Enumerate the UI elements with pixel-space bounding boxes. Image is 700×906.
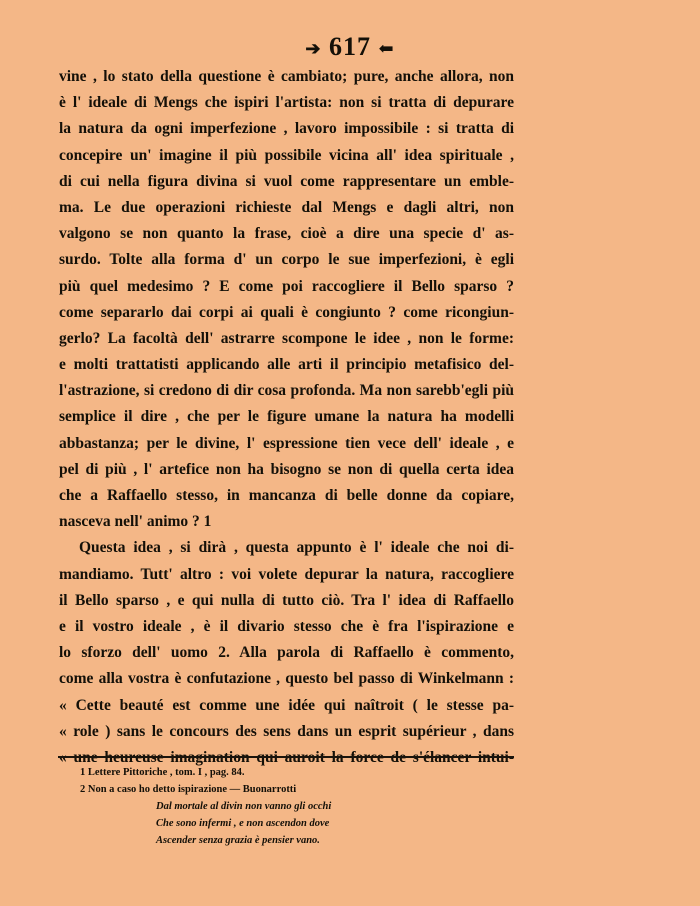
main-text <box>59 64 514 771</box>
text-line: nasceva nell' animo ? 1 <box>59 513 212 531</box>
footnote-2: 2 Non a caso ho detto ispirazione — Buonarrotti <box>80 784 297 795</box>
right-ornament-icon: ⬅ <box>378 38 395 59</box>
footnote-1: 1 Lettere Pittoriche , tom. I , pag. 84. <box>80 767 245 778</box>
footnotes <box>80 764 500 849</box>
text-line: lo sforzo dell' uomo 2. Alla parola di Raffaello è commento, <box>59 644 514 662</box>
text-line: la natura da ogni imperfezione , lavoro impossibile : si tratta di <box>59 120 514 138</box>
text-line: l'astrazione, si credono di dir cosa profonda. Ma non sarebb'egli più <box>59 382 514 400</box>
text-line: Questa idea , si dirà , questa appunto è l' ideale che noi di- <box>79 539 514 557</box>
text-line: è l' ideale di Mengs che ispiri l'artista: non si tratta di depurare <box>59 94 514 112</box>
text-line: concepire un' imagine il più possibile vicina all' idea spirituale , <box>59 146 514 164</box>
text-line: di cui nella figura divina si vuol come rappresentare un emble- <box>59 172 514 190</box>
text-line: e molti trattatisti applicando alle arti il principio metafisico del- <box>59 356 514 374</box>
footnote-divider <box>58 756 514 758</box>
text-line: vine , lo stato della questione è cambiato; pure, anche allora, non <box>59 68 514 85</box>
text-line: semplice il dire , che per le figure umane la natura ha modelli <box>59 408 514 426</box>
text-line: come separarlo dai corpi ai quali è congiunto ? come ricongiun- <box>59 303 514 321</box>
text-line: gerlo? La facoltà dell' astrarre scompone le idee , non le forme: <box>59 329 514 347</box>
text-line: il Bello sparso , e qui nulla di tutto ciò. Tra l' idea di Raffaello <box>59 591 514 609</box>
left-ornament-icon: ➔ <box>305 38 322 59</box>
text-line: e il vostro ideale , è il divario stesso che è fra l'ispirazione e <box>59 617 514 635</box>
text-line: valgono se non quanto la frase, cioè a dire una specie d' as- <box>59 225 514 243</box>
text-line: come alla vostra è confutazione , questo bel passo di Winkelmann : <box>59 670 514 688</box>
text-line: mandiamo. Tutt' altro : voi volete depurar la natura, raccogliere <box>59 565 514 583</box>
text-line: surdo. Tolte alla forma d' un corpo le sue imperfezioni, è egli <box>59 251 514 269</box>
text-line: che a Raffaello stesso, in mancanza di belle donne da copiare, <box>59 487 514 504</box>
page-number: 617 <box>329 32 371 61</box>
text-line: « role ) sans le concours des sens dans un esprit supérieur , dans <box>59 722 514 740</box>
verse-line: Dal mortale al divin non vanno gli occhi <box>156 801 332 812</box>
verse-line: Che sono infermi , e non ascendon dove <box>156 818 330 829</box>
text-line: abbastanza; per le divine, l' espressione tien vece dell' ideale , e <box>59 434 514 452</box>
text-line: più quel medesimo ? E come poi raccogliere il Bello sparso ? <box>59 277 514 295</box>
text-line: ma. Le due operazioni richieste dal Mengs e dagli altri, non <box>59 198 514 216</box>
text-line: pel di più , l' artefice non ha bisogno se non di quella certa idea <box>59 460 514 478</box>
text-line: « Cette beauté est comme une idée qui naîtroit ( le stesse pa- <box>59 696 514 714</box>
page-header <box>0 32 700 62</box>
verse-line: Ascender senza grazia è pensier vano. <box>156 835 320 846</box>
